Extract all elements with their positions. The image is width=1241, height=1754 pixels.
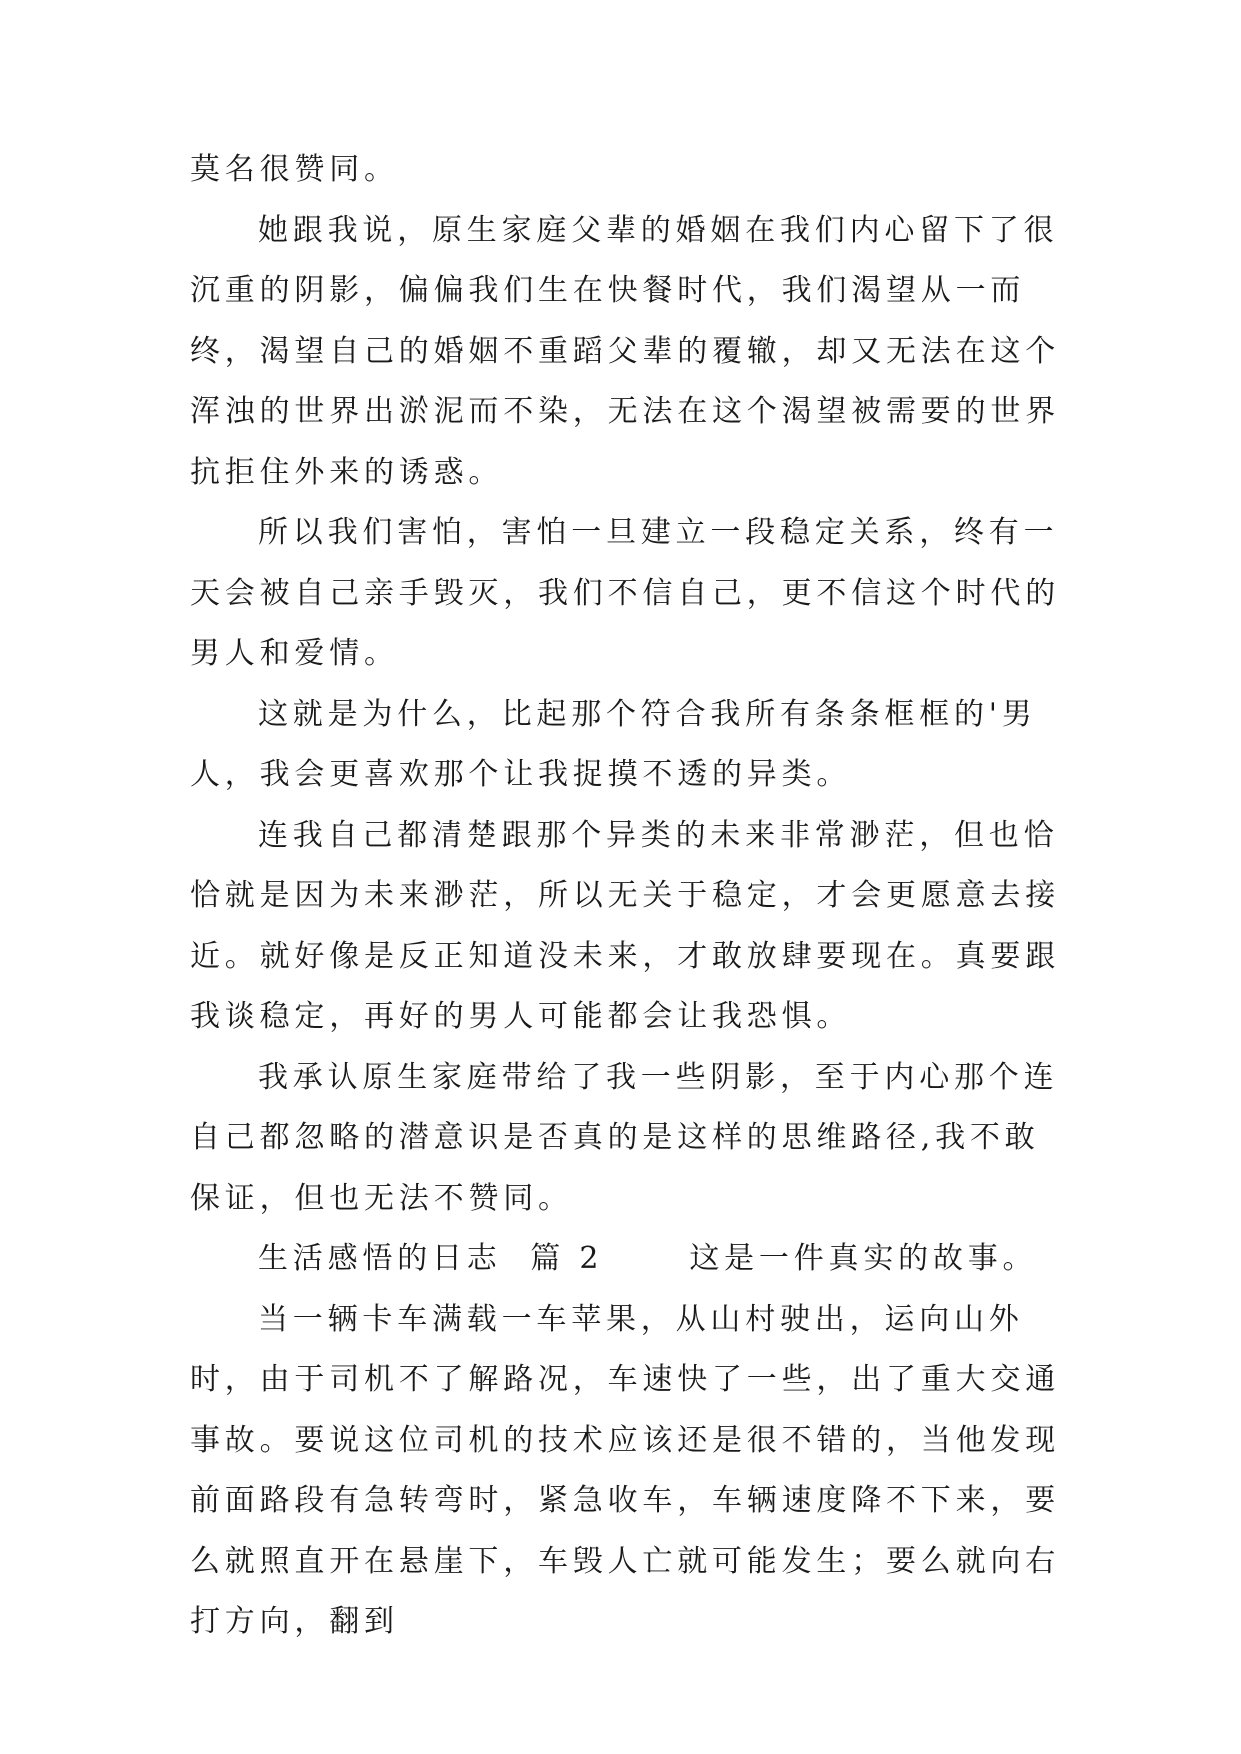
section-heading-line [190,1229,1070,1290]
heading-gap [603,1241,689,1276]
paragraph-admit-shadow: 我承认原生家庭带给了我一些阴影，至于内心那个连自己都忽略的潜意识是否真的是这样的思维路径,我不敢保证，但也无法不赞同。 [190,1059,1059,1216]
document-body [190,140,1070,1653]
section-heading: 生活感悟的日志 篇 2 [258,1241,604,1276]
paragraph-family-shadow: 她跟我说，原生家庭父辈的婚姻在我们内心留下了很沉重的阴影，偏偏我们生在快餐时代，我们渴望从一而终，渴望自己的婚姻不重蹈父辈的覆辙，却又无法在这个浑浊的世界出淤泥而不染，无法在这个渴望被需要的世界抗拒住外来的诱惑。 [190,212,1060,490]
section-first-sentence: 这是一件真实的故事。 [689,1241,1038,1276]
paragraph-continuation: 莫名很赞同。 [190,152,399,187]
paragraph-why-prefer: 这就是为什么，比起那个符合我所有条条框框的'男人，我会更喜欢那个让我捉摸不透的异类。 [190,696,1037,792]
paragraph-fear-stability: 所以我们害怕，害怕一旦建立一段稳定关系，终有一天会被自己亲手毁灭，我们不信自己，更不信这个时代的男人和爱情。 [190,515,1060,671]
paragraph-truck-story: 当一辆卡车满载一车苹果，从山村驶出，运向山外时，由于司机不了解路况，车速快了一些，出了重大交通事故。要说这位司机的技术应该还是很不错的，当他发现前面路段有急转弯时，紧急收车，车辆速度降不下来，要么就照直开在悬崖下，车毁人亡就可能发生；要么就向右打方向，翻到 [190,1301,1060,1639]
paragraph-uncertain-future: 连我自己都清楚跟那个异类的未来非常渺茫，但也恰恰就是因为未来渺茫，所以无关于稳定，才会更愿意去接近。就好像是反正知道没未来，才敢放肆要现在。真要跟我谈稳定，再好的男人可能都会让我恐惧。 [190,817,1060,1034]
